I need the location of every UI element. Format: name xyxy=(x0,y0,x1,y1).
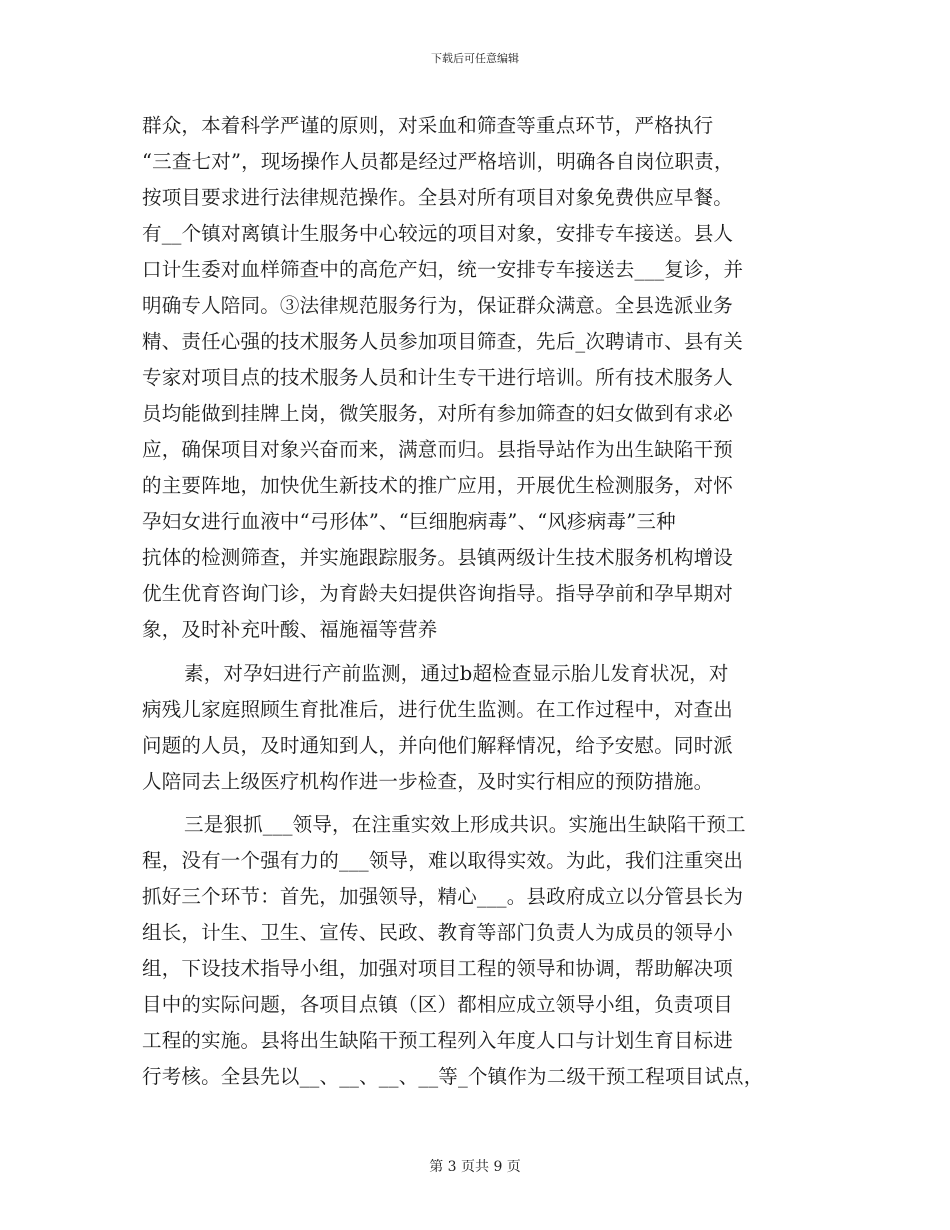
text-line: 人陪同去上级医疗机构作进一步检查，及时实行相应的预防措施。 xyxy=(142,770,714,793)
text-line: 员均能做到挂牌上岗，微笑服务，对所有参加筛查的妇女做到有求必 xyxy=(142,402,734,425)
paragraph-start-line: 三是狠抓___领导，在注重实效上形成共识。实施出生缺陷干预工 xyxy=(184,813,746,836)
text-line: 的主要阵地，加快优生新技术的推广应用，开展优生检测服务，对怀 xyxy=(142,474,734,497)
text-line: 象，及时补充叶酸、福施福等营养 xyxy=(142,618,438,641)
text-line: 程，没有一个强有力的___领导，难以取得实效。为此，我们注重突出 xyxy=(142,849,744,872)
text-line: 按项目要求进行法律规范操作。全县对所有项目对象免费供应早餐。 xyxy=(142,186,734,209)
text-line: 目中的实际问题，各项目点镇（区）都相应成立领导小组，负责项目 xyxy=(142,993,734,1016)
text-line: 病残儿家庭照顾生育批准后，进行优生监测。在工作过程中，对查出 xyxy=(142,698,734,721)
text-line: 应，确保项目对象兴奋而来，满意而归。县指导站作为出生缺陷干预 xyxy=(142,438,734,461)
text-line: 行考核。全县先以__、__、__、__等_个镇作为二级干预工程项目试点， xyxy=(142,1065,764,1088)
text-line: 工程的实施。县将出生缺陷干预工程列入年度人口与计划生育目标进 xyxy=(142,1029,734,1052)
text-line: 优生优育咨询门诊，为育龄夫妇提供咨询指导。指导孕前和孕早期对 xyxy=(142,582,734,605)
paragraph-start-line: 素，对孕妇进行产前监测，通过b超检查显示胎儿发育状况，对 xyxy=(184,662,729,685)
text-line: 组，下设技术指导小组，加强对项目工程的领导和协调，帮助解决项 xyxy=(142,957,734,980)
text-line: 抗体的检测筛查，并实施跟踪服务。县镇两级计生技术服务机构增设 xyxy=(142,546,734,569)
text-line: 孕妇女进行血液中“弓形体”、“巨细胞病毒”、“风疹病毒”三种 xyxy=(142,510,676,533)
text-line: 群众，本着科学严谨的原则，对采血和筛查等重点环节，严格执行 xyxy=(142,114,714,137)
page-footer: 第 3 页共 9 页 xyxy=(429,1159,521,1175)
text-line: 组长，计生、卫生、宣传、民政、教育等部门负责人为成员的领导小 xyxy=(142,921,734,944)
text-line: 精、责任心强的技术服务人员参加项目筛查，先后_次聘请市、县有关 xyxy=(142,330,743,353)
page-header: 下载后可任意编辑 xyxy=(431,52,519,65)
text-line: 明确专人陪同。③法律规范服务行为，保证群众满意。全县选派业务 xyxy=(142,294,734,317)
text-line: 有__个镇对离镇计生服务中心较远的项目对象，安排专车接送。县人 xyxy=(142,222,734,245)
text-line: 专家对项目点的技术服务人员和计生专干进行培训。所有技术服务人 xyxy=(142,366,734,389)
text-line: 口计生委对血样筛查中的高危产妇，统一安排专车接送去___复诊，并 xyxy=(142,258,744,281)
text-line: “三查七对”，现场操作人员都是经过严格培训，明确各自岗位职责， xyxy=(142,150,734,173)
text-line: 抓好三个环节：首先，加强领导，精心___。县政府成立以分管县长为 xyxy=(142,885,744,908)
text-line: 问题的人员，及时通知到人，并向他们解释情况，给予安慰。同时派 xyxy=(142,734,734,757)
